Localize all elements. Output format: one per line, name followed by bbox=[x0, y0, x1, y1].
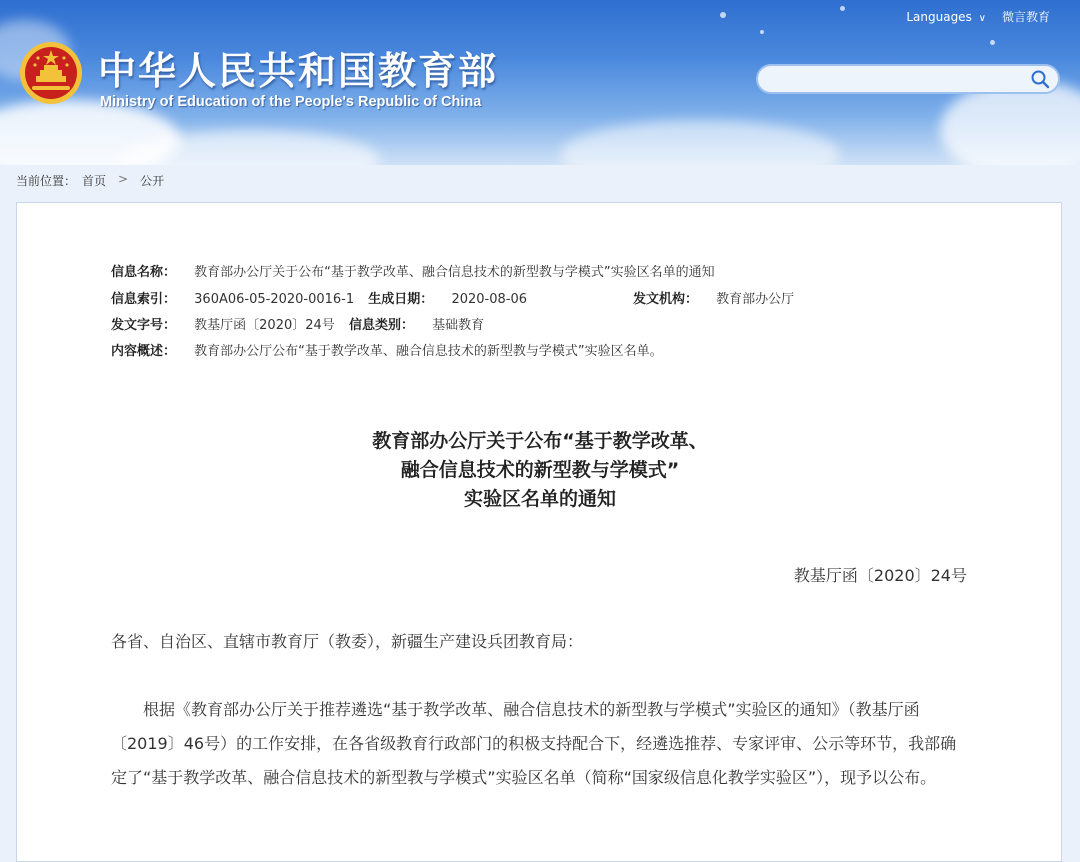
article-panel bbox=[16, 202, 1062, 862]
meta-date-label: 生成日期： bbox=[368, 292, 434, 307]
meta-summary-label: 内容概述： bbox=[111, 344, 177, 359]
site-header bbox=[0, 0, 1080, 165]
languages-menu[interactable] bbox=[906, 10, 986, 24]
search-input[interactable] bbox=[770, 69, 1026, 91]
national-emblem-icon[interactable] bbox=[18, 40, 84, 106]
cloud-decoration bbox=[560, 120, 840, 165]
meta-index-label: 信息索引： bbox=[111, 292, 177, 307]
sparkle-decoration bbox=[840, 6, 845, 11]
chevron-down-icon: ∨ bbox=[978, 12, 986, 24]
site-title-en[interactable]: Ministry of Education of the People's Republic of China bbox=[100, 94, 482, 110]
meta-date-value: 2020-08-06 bbox=[451, 292, 528, 307]
languages-label: Languages bbox=[906, 9, 972, 24]
top-links bbox=[906, 8, 1050, 25]
salutation: 各省、自治区、直辖市教育厅（教委），新疆生产建设兵团教育局： bbox=[111, 632, 584, 651]
wechat-link[interactable]: 微言教育 bbox=[1001, 10, 1050, 24]
search-box bbox=[756, 64, 1060, 94]
meta-docno-value: 教基厅函〔2020〕24号 bbox=[194, 318, 335, 333]
meta-org-value: 教育部办公厅 bbox=[716, 292, 795, 307]
meta-row-name bbox=[111, 261, 715, 280]
body-paragraph: 根据《教育部办公厅关于推荐遴选“基于教学改革、融合信息技术的新型教与学模式”实验区的通知》（教基厅函〔2019〕46号）的工作安排，在各省级教育行政部门的积极支持配合下，经遴选推荐、专家评审、公示等环节，我部确定了“基于教学改革、融合信息技术的新型教与学模式”实验区名单（简称“国家级信息化教学实验区”），现予以公布。 bbox=[111, 700, 957, 787]
meta-category-label: 信息类别： bbox=[348, 318, 414, 333]
meta-row-org bbox=[633, 288, 794, 307]
article-title-line: 实验区名单的通知 bbox=[463, 488, 616, 510]
meta-row-summary bbox=[111, 340, 663, 359]
meta-org-label: 发文机构： bbox=[633, 292, 699, 307]
sparkle-decoration bbox=[760, 30, 764, 34]
site-title-cn[interactable]: 中华人民共和国教育部 bbox=[98, 49, 499, 93]
breadcrumb-prefix: 当前位置： bbox=[16, 174, 77, 188]
meta-row-index bbox=[111, 288, 527, 307]
meta-summary-value: 教育部办公厅公布“基于教学改革、融合信息技术的新型教与学模式”实验区名单。 bbox=[194, 344, 663, 359]
search-icon[interactable] bbox=[1030, 69, 1050, 89]
article-title bbox=[17, 427, 1063, 514]
meta-docno-label: 发文字号： bbox=[111, 318, 177, 333]
breadcrumb-separator: > bbox=[118, 172, 129, 186]
document-number: 教基厅函〔2020〕24号 bbox=[793, 566, 967, 585]
article-title-line: 教育部办公厅关于公布“基于教学改革、 bbox=[372, 430, 708, 452]
meta-index-value: 360A06-05-2020-0016-1 bbox=[194, 292, 355, 307]
breadcrumb-current[interactable]: 公开 bbox=[140, 174, 165, 188]
article-title-line: 融合信息技术的新型教与学模式” bbox=[400, 459, 680, 481]
meta-name-label: 信息名称： bbox=[111, 265, 177, 280]
meta-category-value: 基础教育 bbox=[432, 318, 485, 333]
sparkle-decoration bbox=[990, 40, 995, 45]
sparkle-decoration bbox=[720, 12, 726, 18]
breadcrumb-home-link[interactable]: 首页 bbox=[82, 174, 107, 188]
meta-row-docno bbox=[111, 314, 484, 333]
breadcrumb bbox=[16, 172, 164, 189]
meta-name-value: 教育部办公厅关于公布“基于教学改革、融合信息技术的新型教与学模式”实验区名单的通知 bbox=[194, 265, 715, 280]
